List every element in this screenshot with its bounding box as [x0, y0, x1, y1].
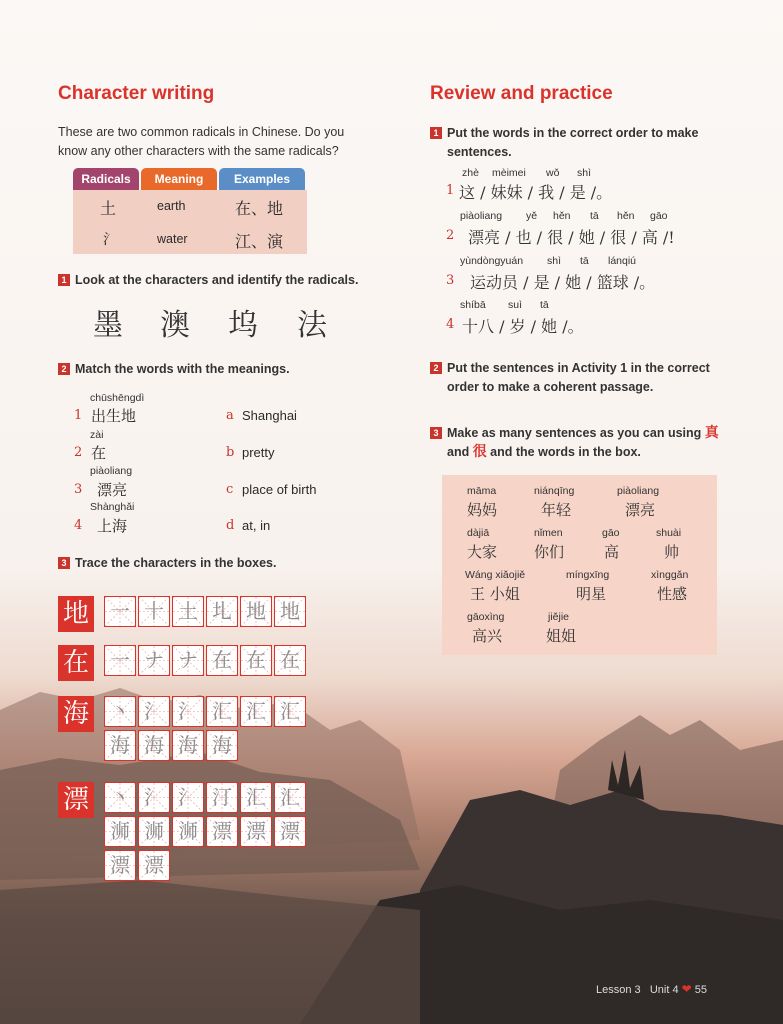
left-ex2-number: 2: [58, 363, 70, 375]
word-7: 帅: [664, 543, 680, 561]
s1-py-4: shì: [577, 167, 592, 179]
word-4-pinyin: dàjiā: [467, 527, 490, 539]
s2-text: 漂亮 / 也 / 很 / 她 / 很 / 高 /!: [468, 228, 675, 247]
match-pinyin-4: Shànghǎi: [90, 501, 135, 513]
page-footer: [596, 982, 707, 996]
left-ex1-instruction: [58, 271, 358, 290]
examples-earth: 在、地: [235, 199, 284, 218]
trace-box[interactable]: [172, 730, 204, 761]
match-pinyin-3: piàoliang: [90, 465, 133, 477]
trace-stroke-step: 氵: [144, 699, 164, 723]
trace-box[interactable]: [240, 816, 272, 847]
right-ex3-text-c: and the words in the box.: [486, 445, 641, 459]
trace-model-char-3: 海: [58, 696, 94, 732]
trace-box[interactable]: [104, 782, 136, 813]
id-char-3: 坞: [228, 308, 258, 343]
trace-box[interactable]: [104, 850, 136, 881]
match-letter-a: a: [226, 408, 234, 423]
match-num-1: 1: [74, 408, 83, 423]
trace-box[interactable]: [240, 645, 272, 676]
left-ex3-number: 3: [58, 557, 70, 569]
s4-py-3: tā: [540, 299, 549, 311]
trace-box[interactable]: [274, 645, 306, 676]
word-8: 王 小姐: [470, 585, 520, 603]
left-ex1-number: 1: [58, 274, 70, 286]
s1-text: 这 / 妹妹 / 我 / 是 /。: [459, 183, 613, 202]
s2-py-3: hěn: [553, 210, 571, 222]
trace-box[interactable]: [138, 730, 170, 761]
trace-box[interactable]: [274, 596, 306, 627]
radicals-table-body: [73, 190, 307, 254]
right-ex1-line-1: Put the words in the correct order to make: [447, 126, 699, 140]
word-4: 大家: [467, 543, 498, 561]
match-meaning-d: at, in: [242, 518, 271, 533]
word-10-pinyin: xìnggǎn: [651, 569, 689, 581]
match-letter-d: d: [226, 518, 235, 533]
match-num-3: 3: [74, 482, 83, 497]
trace-stroke-step: 丶: [110, 785, 130, 809]
trace-model-char-2: 在: [58, 645, 94, 681]
right-ex3-number: 3: [430, 427, 442, 439]
trace-box[interactable]: [138, 696, 170, 727]
trace-box[interactable]: [240, 696, 272, 727]
trace-box[interactable]: [274, 816, 306, 847]
word-10: 性感: [657, 585, 688, 603]
s1-py-3: wǒ: [546, 167, 560, 179]
trace-box[interactable]: [206, 645, 238, 676]
right-ex2-instruction: [430, 359, 710, 397]
intro-line-2: know any other characters with the same radicals?: [58, 144, 339, 158]
trace-stroke-step: 地: [246, 599, 266, 623]
trace-box[interactable]: [206, 782, 238, 813]
word-2-pinyin: niánqīng: [534, 485, 575, 497]
word-box: [442, 475, 717, 655]
trace-stroke-step: 漂: [212, 819, 232, 843]
id-char-2: 澳: [160, 308, 190, 343]
word-7-pinyin: shuài: [656, 527, 682, 539]
word-6: 高: [604, 543, 620, 561]
match-num-2: 2: [74, 445, 83, 460]
right-ex3-text-a: Make as many sentences as you can using: [447, 426, 705, 440]
trace-stroke-step: 在: [280, 648, 300, 672]
trace-stroke-step: 在: [212, 648, 232, 672]
word-9-pinyin: míngxīng: [566, 569, 610, 581]
match-letter-b: b: [226, 445, 235, 460]
match-pinyin-2: zài: [90, 429, 104, 441]
match-meaning-c: place of birth: [242, 482, 317, 497]
left-ex2-instruction: [58, 360, 290, 379]
right-ex1-instruction: [430, 124, 698, 162]
trace-box[interactable]: [172, 816, 204, 847]
match-pinyin-1: chūshēngdì: [90, 392, 145, 404]
header-radicals: Radicals: [73, 168, 139, 190]
match-meaning-a: Shanghai: [242, 408, 297, 423]
match-letter-c: c: [226, 482, 234, 497]
s3-py-1: yùndòngyuán: [460, 255, 524, 267]
trace-box[interactable]: [206, 816, 238, 847]
word-5: 你们: [534, 543, 565, 561]
id-char-1: 墨: [93, 308, 123, 343]
s1-py-2: mèimei: [492, 167, 526, 179]
trace-stroke-step: 漂: [110, 853, 130, 877]
trace-stroke-step: 海: [110, 733, 130, 757]
trace-stroke-step: 海: [178, 733, 198, 757]
trace-box[interactable]: [206, 730, 238, 761]
trace-box[interactable]: [172, 782, 204, 813]
trace-stroke-step: 十: [144, 599, 164, 623]
s2-py-4: tā: [590, 210, 599, 222]
trace-stroke-step: 漂: [280, 819, 300, 843]
match-word-4: 上海: [97, 517, 128, 535]
hen-char: 很: [472, 444, 487, 460]
trace-stroke-step: 漂: [144, 853, 164, 877]
radical-water: 氵: [103, 232, 117, 248]
left-ex1-text: Look at the characters and identify the radicals.: [75, 273, 359, 287]
trace-stroke-step: 海: [212, 733, 232, 757]
s3-text: 运动员 / 是 / 她 / 篮球 /。: [470, 273, 656, 292]
trace-box[interactable]: [206, 696, 238, 727]
trace-stroke-step: 一: [110, 648, 130, 672]
trace-box[interactable]: [138, 782, 170, 813]
word-3-pinyin: piàoliang: [617, 485, 660, 497]
word-12-pinyin: jiějie: [548, 611, 570, 623]
trace-box[interactable]: [104, 596, 136, 627]
trace-stroke-step: 地: [280, 599, 300, 623]
trace-stroke-step: ナ: [144, 648, 164, 672]
intro-line-1: These are two common radicals in Chinese. Do you: [58, 125, 345, 139]
meaning-water: water: [157, 232, 188, 246]
footer-lesson: Lesson 3: [596, 984, 641, 996]
trace-box[interactable]: [172, 596, 204, 627]
trace-stroke-step: 汇: [246, 699, 266, 723]
match-word-1: 出生地: [91, 407, 137, 425]
match-word-3: 漂亮: [97, 481, 128, 499]
trace-box[interactable]: [104, 696, 136, 727]
right-ex1-number: 1: [430, 127, 442, 139]
trace-box[interactable]: [138, 816, 170, 847]
s2-num: 2: [446, 228, 455, 243]
match-meaning-b: pretty: [242, 445, 275, 460]
trace-box[interactable]: [240, 782, 272, 813]
trace-stroke-step: 浉: [110, 819, 130, 843]
examples-water: 江、演: [235, 232, 284, 251]
word-5-pinyin: nǐmen: [534, 527, 563, 539]
s3-num: 3: [446, 273, 455, 288]
right-ex2-line-1: Put the sentences in Activity 1 in the correct: [447, 361, 710, 375]
s4-py-1: shíbā: [460, 299, 486, 311]
trace-stroke-step: 汇: [212, 699, 232, 723]
left-ex3-instruction: [58, 554, 276, 573]
s2-py-5: hěn: [617, 210, 635, 222]
radicals-table: [73, 168, 307, 254]
character-writing-title: Character writing: [58, 83, 215, 104]
trace-model-char-1: 地: [58, 596, 94, 632]
trace-box[interactable]: [274, 696, 306, 727]
trace-box[interactable]: [138, 850, 170, 881]
word-1-pinyin: māma: [467, 485, 497, 497]
word-2: 年轻: [541, 501, 572, 519]
trace-box[interactable]: [104, 730, 136, 761]
trace-stroke-step: 一: [110, 599, 130, 623]
trace-box[interactable]: [104, 816, 136, 847]
s4-py-2: suì: [508, 299, 523, 311]
trace-stroke-step: 丶: [110, 699, 130, 723]
trace-box[interactable]: [206, 596, 238, 627]
intro-text: [58, 123, 344, 161]
trace-stroke-step: 汇: [280, 785, 300, 809]
trace-stroke-step: ナ: [178, 648, 198, 672]
trace-stroke-step: 在: [246, 648, 266, 672]
trace-box[interactable]: [172, 645, 204, 676]
left-ex2-text: Match the words with the meanings.: [75, 362, 290, 376]
right-ex3-text-b: and: [447, 445, 473, 459]
id-char-4: 法: [297, 308, 327, 343]
s4-text: 十八 / 岁 / 她 /。: [462, 317, 584, 336]
trace-stroke-step: 氵: [178, 785, 198, 809]
s3-py-2: shì: [547, 255, 562, 267]
trace-stroke-step: 漂: [246, 819, 266, 843]
word-8-pinyin: Wáng xiǎojiě: [465, 569, 526, 581]
match-num-4: 4: [74, 518, 83, 533]
right-ex1-line-2: sentences.: [447, 145, 512, 159]
radicals-table-header: [73, 168, 307, 190]
trace-stroke-step: 海: [144, 733, 164, 757]
zhen-char: 真: [704, 425, 719, 441]
s4-num: 4: [446, 317, 455, 332]
right-ex3-instruction: [430, 424, 719, 462]
s2-py-1: piàoliang: [460, 210, 503, 222]
trace-stroke-step: 浉: [178, 819, 198, 843]
radical-earth: 土: [100, 199, 117, 218]
word-11-pinyin: gāoxìng: [467, 611, 505, 623]
review-practice-title: Review and practice: [430, 83, 613, 104]
trace-stroke-step: 氵: [178, 699, 198, 723]
s1-py-1: zhè: [462, 167, 479, 179]
word-6-pinyin: gāo: [602, 527, 620, 539]
page-number: 55: [694, 984, 708, 996]
right-ex2-number: 2: [430, 362, 442, 374]
trace-model-char-4: 漂: [58, 782, 94, 818]
trace-box[interactable]: [138, 596, 170, 627]
s3-py-3: tā: [580, 255, 589, 267]
trace-box[interactable]: [104, 645, 136, 676]
left-ex3-text: Trace the characters in the boxes.: [75, 556, 277, 570]
word-9: 明星: [576, 585, 607, 603]
trace-stroke-step: 汇: [246, 785, 266, 809]
trace-box[interactable]: [274, 782, 306, 813]
right-ex2-line-2: order to make a coherent passage.: [447, 380, 654, 394]
trace-stroke-step: 汇: [280, 699, 300, 723]
s2-py-6: gāo: [650, 210, 668, 222]
word-11: 高兴: [472, 627, 503, 645]
header-meaning: Meaning: [141, 168, 217, 190]
heart-icon: ❤: [681, 982, 692, 996]
trace-stroke-step: 圠: [212, 599, 232, 623]
trace-stroke-step: 汀: [212, 785, 232, 809]
word-12: 姐姐: [546, 627, 577, 645]
s3-py-4: lánqiú: [608, 255, 637, 267]
match-word-2: 在: [91, 444, 107, 462]
meaning-earth: earth: [157, 199, 186, 213]
word-1: 妈妈: [467, 501, 498, 519]
trace-box[interactable]: [172, 696, 204, 727]
header-examples: Examples: [219, 168, 305, 190]
trace-stroke-step: 土: [178, 599, 198, 623]
word-3: 漂亮: [625, 501, 656, 519]
s2-py-2: yě: [526, 210, 538, 222]
trace-stroke-step: 浉: [144, 819, 164, 843]
trace-box[interactable]: [138, 645, 170, 676]
footer-unit: Unit 4: [649, 984, 679, 996]
trace-box[interactable]: [240, 596, 272, 627]
trace-stroke-step: 氵: [144, 785, 164, 809]
s1-num: 1: [446, 183, 455, 198]
